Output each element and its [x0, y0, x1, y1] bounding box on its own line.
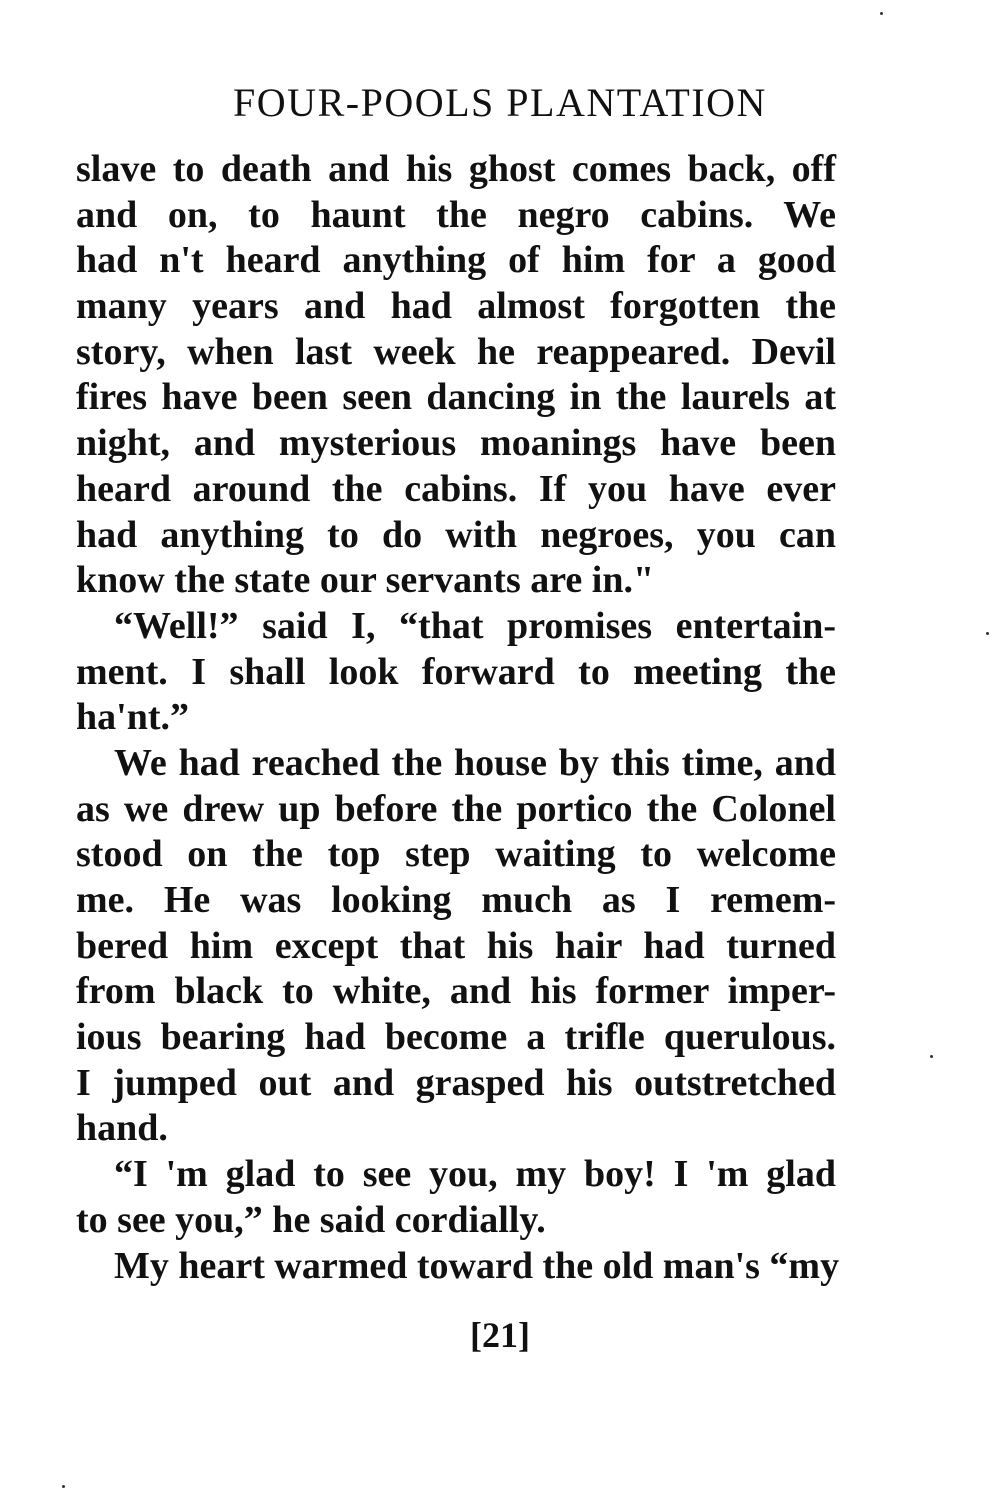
text-line: know the state our servants are in." [76, 559, 655, 602]
text-line: fires have been seen dancing in the laurels at [76, 376, 836, 419]
page-number: [21] [470, 1315, 530, 1355]
text-line: had n't heard anything of him for a good [76, 239, 836, 282]
text-line: from black to white, and his former imper- [76, 970, 836, 1013]
text-line: and on, to haunt the negro cabins. We [76, 193, 836, 236]
text-line: My heart warmed toward the old man's “my [114, 1244, 840, 1287]
print-speck [930, 1055, 933, 1058]
running-head-title: FOUR-POOLS PLANTATION [233, 80, 767, 125]
text-line: slave to death and his ghost comes back, off [76, 148, 836, 190]
text-line: hand. [76, 1107, 168, 1150]
text-line: heard around the cabins. If you have ever [76, 467, 836, 510]
text-line: me. He was looking much as I remem- [76, 879, 836, 921]
text-line: to see you,” he said cordially. [76, 1198, 546, 1241]
text-line: night, and mysterious moanings have been [76, 422, 836, 465]
text-line: bered him except that his hair had turned [76, 924, 836, 967]
body-text [76, 147, 840, 1289]
text-line: ha'nt.” [76, 696, 189, 739]
text-line: “I 'm glad to see you, my boy! I 'm glad [114, 1153, 836, 1196]
text-line: We had reached the house by this time, and [114, 741, 836, 784]
print-speck [62, 1485, 65, 1488]
text-line: “Well!” said I, “that promises entertain- [114, 604, 836, 647]
print-speck [986, 632, 989, 635]
text-line: had anything to do with negroes, you can [76, 513, 836, 556]
text-line: ment. I shall look forward to meeting the [76, 650, 836, 693]
text-line: I jumped out and grasped his outstretched [76, 1061, 836, 1104]
text-line: as we drew up before the portico the Colonel [76, 787, 836, 830]
text-line: ious bearing had become a trifle querulous. [76, 1016, 836, 1059]
text-line: story, when last week he reappeared. Devil [76, 330, 836, 373]
text-line: stood on the top step waiting to welcome [76, 833, 836, 876]
text-line: many years and had almost forgotten the [76, 285, 836, 328]
print-speck [880, 12, 883, 15]
